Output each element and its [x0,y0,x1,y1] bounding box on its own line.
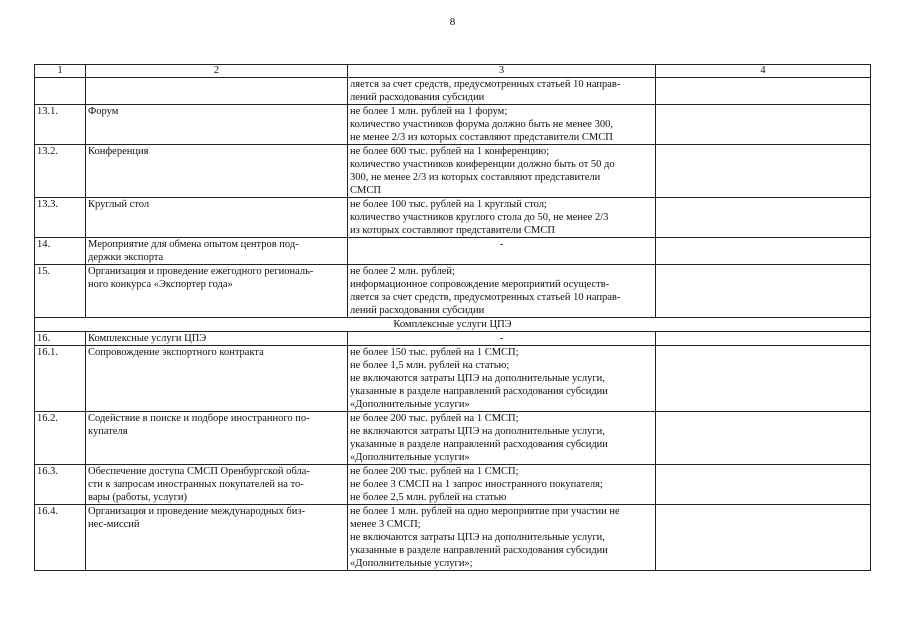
row-number: 16.1. [35,346,86,412]
table-row [35,78,871,105]
row-number: 16. [35,332,86,346]
condition-line: «Дополнительные услуги»; [350,558,473,569]
condition-text [348,105,656,145]
measure-name-line: нес-миссий [88,519,140,530]
table-row [35,465,871,505]
note-cell [656,505,871,571]
measure-name-line: сти к запросам иностранных покупателей на то- [88,479,304,490]
table-row [35,505,871,571]
row-number: 14. [35,238,86,265]
measure-name-line: вары (работы, услуги) [88,492,187,503]
note-cell [656,105,871,145]
note-cell [656,412,871,465]
measure-name-line: Круглый стол [88,199,150,210]
measure-name [86,238,348,265]
note-cell [656,346,871,412]
measure-name-line: держки экспорта [88,252,164,263]
table-row [35,332,871,346]
table-body [35,78,871,571]
measure-name [86,346,348,412]
condition-line: - [499,239,504,250]
table-row [35,105,871,145]
note-cell [656,145,871,198]
condition-line: не менее 2/3 из которых составляют представители СМСП [350,132,613,143]
condition-line: СМСП [350,185,381,196]
measure-name [86,105,348,145]
measure-name-line: Организация и проведение ежегодного региональ- [88,266,314,277]
row-number: 13.3. [35,198,86,238]
condition-line: не более 1,5 млн. рублей на статью; [350,360,510,371]
note-cell [656,238,871,265]
condition-text [348,238,656,265]
measure-name-line: Мероприятие для обмена опытом центров под- [88,239,299,250]
header-row [35,65,871,78]
row-number: 13.2. [35,145,86,198]
condition-text [348,346,656,412]
condition-line: ляется за счет средств, предусмотренных статьей 10 направ- [350,292,621,303]
condition-line: не включаются затраты ЦПЭ на дополнительные услуги, [350,532,605,543]
measure-name-line: Обеспечение доступа СМСП Оренбургской обла- [88,466,310,477]
measure-name-line: купателя [88,426,128,437]
row-number: 13.1. [35,105,86,145]
condition-line: не более 200 тыс. рублей на 1 СМСП; [350,413,519,424]
table-row [35,198,871,238]
condition-line: - [499,333,504,344]
section-title: Комплексные услуги ЦПЭ [35,318,871,332]
row-number: 16.2. [35,412,86,465]
condition-line: менее 3 СМСП; [350,519,421,530]
measure-name-line: ного конкурса «Экспортер года» [88,279,233,290]
condition-line: информационное сопровождение мероприятий осуществ- [350,279,610,290]
column-header: 3 [348,65,656,78]
condition-line: не более 150 тыс. рублей на 1 СМСП; [350,347,519,358]
measure-name-line: Комплексные услуги ЦПЭ [88,333,207,344]
measure-name [86,265,348,318]
condition-line: не включаются затраты ЦПЭ на дополнительные услуги, [350,373,605,384]
condition-line: ляется за счет средств, предусмотренных статьей 10 направ- [350,79,621,90]
condition-line: количество участников конференции должно быть от 50 до [350,159,615,170]
condition-line: количество участников круглого стола до 50, не менее 2/3 [350,212,609,223]
condition-line: количество участников форума должно быть не менее 300, [350,119,613,130]
condition-line: не более 2 млн. рублей; [350,266,455,277]
condition-line: указанные в разделе направлений расходования субсидии [350,439,608,450]
column-header: 4 [656,65,871,78]
measure-name [86,78,348,105]
column-header: 1 [35,65,86,78]
condition-line: указанные в разделе направлений расходования субсидии [350,386,608,397]
condition-text [348,78,656,105]
condition-line: 300, не менее 2/3 из которых составляют представители [350,172,601,183]
row-number: 16.3. [35,465,86,505]
condition-text [348,505,656,571]
row-number: 16.4. [35,505,86,571]
condition-line: «Дополнительные услуги» [350,399,470,410]
page-number: 8 [449,16,456,28]
condition-text [348,145,656,198]
table-row [35,238,871,265]
measure-name [86,198,348,238]
row-number: 15. [35,265,86,318]
measure-name [86,505,348,571]
measure-name-line: Форум [88,106,119,117]
table-row [35,145,871,198]
condition-text [348,465,656,505]
condition-line: лений расходования субсидии [350,305,485,316]
condition-text [348,198,656,238]
note-cell [656,78,871,105]
condition-line: не более 2,5 млн. рублей на статью [350,492,507,503]
note-cell [656,465,871,505]
condition-line: из которых составляют представители СМСП [350,225,555,236]
measure-name-line: Конференция [88,146,149,157]
column-header: 2 [86,65,348,78]
condition-line: указанные в разделе направлений расходования субсидии [350,545,608,556]
measure-name [86,145,348,198]
condition-text [348,412,656,465]
condition-line: не более 200 тыс. рублей на 1 СМСП; [350,466,519,477]
row-number [35,78,86,105]
table-row [35,346,871,412]
note-cell [656,198,871,238]
condition-line: «Дополнительные услуги» [350,452,470,463]
section-row [35,318,871,332]
table-row [35,412,871,465]
note-cell [656,265,871,318]
condition-line: не включаются затраты ЦПЭ на дополнительные услуги, [350,426,605,437]
measure-name-line: Организация и проведение международных биз- [88,506,305,517]
note-cell [656,332,871,346]
measure-name [86,465,348,505]
condition-line: не более 600 тыс. рублей на 1 конференцию; [350,146,550,157]
subsidy-table [34,64,871,571]
table-row [35,265,871,318]
condition-text [348,265,656,318]
measure-name-line: Содействие в поиске и подборе иностранного по- [88,413,310,424]
condition-line: не более 100 тыс. рублей на 1 круглый стол; [350,199,547,210]
measure-name-line: Сопровождение экспортного контракта [88,347,264,358]
measure-name [86,412,348,465]
condition-line: лений расходования субсидии [350,92,485,103]
condition-line: не более 1 млн. рублей на 1 форум; [350,106,508,117]
condition-text [348,332,656,346]
measure-name [86,332,348,346]
condition-line: не более 1 млн. рублей на одно мероприятие при участии не [350,506,620,517]
condition-line: не более 3 СМСП на 1 запрос иностранного покупателя; [350,479,603,490]
